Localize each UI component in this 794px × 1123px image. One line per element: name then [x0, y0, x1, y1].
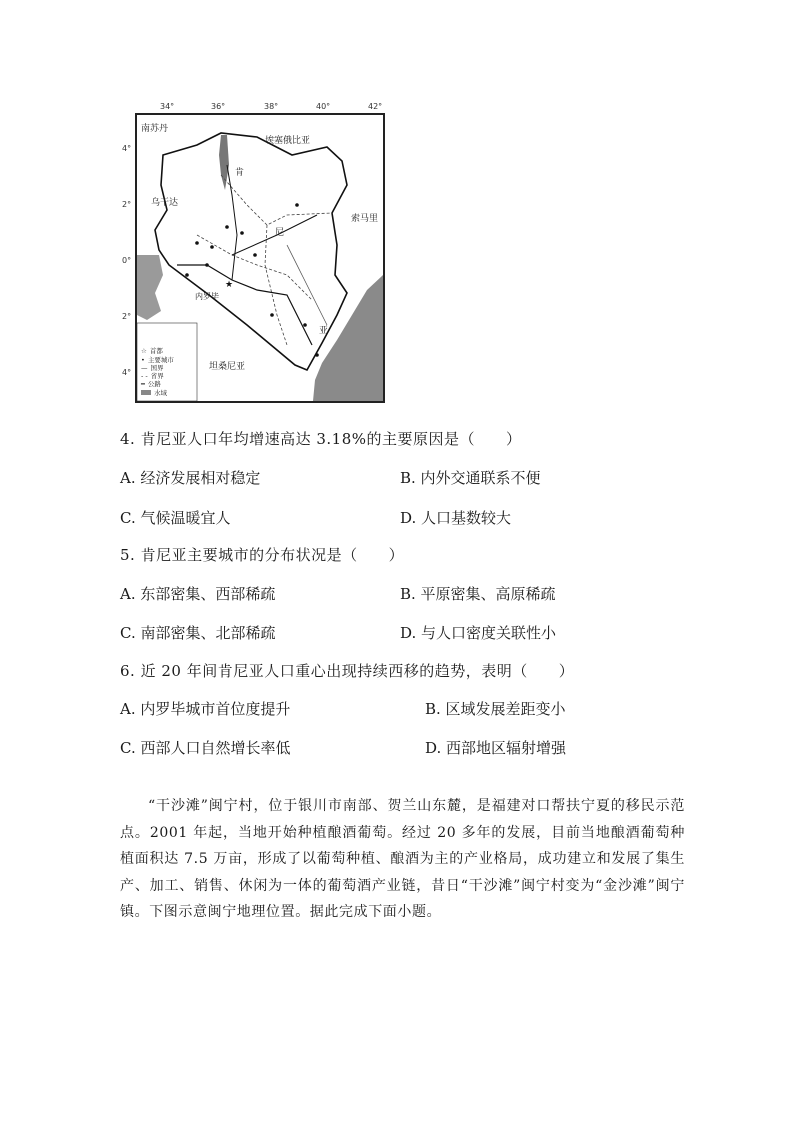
option-d[interactable]: D. 西部地区辐射增强	[425, 739, 567, 757]
latitude-label: 2°	[122, 200, 132, 209]
option-b[interactable]: B. 内外交通联系不便	[400, 469, 541, 487]
province-line	[221, 175, 332, 225]
option-a[interactable]: A. 内罗毕城市首位度提升	[120, 700, 291, 718]
latitude-label: 0°	[122, 256, 132, 265]
option-b[interactable]: B. 区域发展差距变小	[425, 700, 566, 718]
country-label: 亚	[319, 326, 329, 336]
longitude-label: 42°	[368, 102, 383, 111]
lake-victoria	[137, 255, 163, 320]
question-5-stem: 5. 肯尼亚主要城市的分布状况是（ ）	[120, 546, 405, 564]
country-label: 尼	[275, 228, 285, 238]
province-line	[265, 225, 287, 345]
option-b[interactable]: B. 平原密集、高原稀疏	[400, 585, 556, 603]
road	[227, 165, 237, 280]
option-d[interactable]: D. 与人口密度关联性小	[400, 624, 557, 642]
country-label: 坦桑尼亚	[209, 362, 246, 372]
country-label: 南苏丹	[141, 124, 169, 134]
country-label: 索马里	[351, 214, 379, 224]
option-c[interactable]: C. 气候温暖宜人	[120, 509, 231, 527]
capital-star: ★	[225, 280, 234, 290]
question-6-stem: 6. 近 20 年间肯尼亚人口重心出现持续西移的趋势，表明（ ）	[120, 662, 575, 680]
latitude-label: 4°	[122, 144, 132, 153]
legend-item: 省界	[150, 372, 164, 381]
lake-turkana	[219, 135, 229, 190]
map-legend: ☆ 首都 • 主要城市 — 国界 - - 省界 ━ 公路 水域	[141, 347, 174, 397]
option-c[interactable]: C. 南部密集、北部稀疏	[120, 624, 276, 642]
option-d[interactable]: D. 人口基数较大	[400, 509, 512, 527]
longitude-label: 34°	[160, 102, 175, 111]
longitude-label: 36°	[211, 102, 226, 111]
kenya-map-figure	[120, 98, 390, 408]
country-label: 肯	[235, 168, 245, 178]
capital-label: 内罗毕	[195, 292, 219, 301]
map-frame	[135, 113, 385, 403]
latitude-label: 4°	[122, 368, 132, 377]
legend-item: 国界	[150, 363, 164, 372]
question-4-stem: 4. 肯尼亚人口年均增速高达 3.18%的主要原因是（ ）	[120, 430, 522, 448]
legend-item: 公路	[147, 380, 161, 389]
legend-item: 首都	[149, 347, 163, 356]
option-a[interactable]: A. 经济发展相对稳定	[120, 469, 261, 487]
country-label: 乌干达	[151, 198, 179, 208]
country-label: 埃塞俄比亚	[265, 136, 311, 146]
indian-ocean	[313, 275, 383, 401]
longitude-label: 38°	[264, 102, 279, 111]
river	[287, 245, 327, 325]
longitude-label: 40°	[316, 102, 331, 111]
option-c[interactable]: C. 西部人口自然增长率低	[120, 739, 291, 757]
legend-item: 主要城市	[147, 355, 174, 364]
option-a[interactable]: A. 东部密集、西部稀疏	[120, 585, 276, 603]
legend-item: 水域	[154, 388, 167, 397]
reading-passage: “干沙滩”闽宁村，位于银川市南部、贺兰山东麓，是福建对口帮扶宁夏的移民示范点。2001 年起，当地开始种植酿酒葡萄。经过 20 多年的发展，目前当地酿酒葡萄种植面积达 7.5 万亩，形成了以葡萄种植、酿酒为主的产业格局，成功建立和发展了集生产、加工、销售、休闲为一体的葡萄酒产业链，昔日“干沙滩”闽宁村变为“金沙滩”闽宁镇。下图示意闽宁地理位置。据此完成下面小题。	[120, 798, 685, 920]
latitude-label: 2°	[122, 312, 132, 321]
